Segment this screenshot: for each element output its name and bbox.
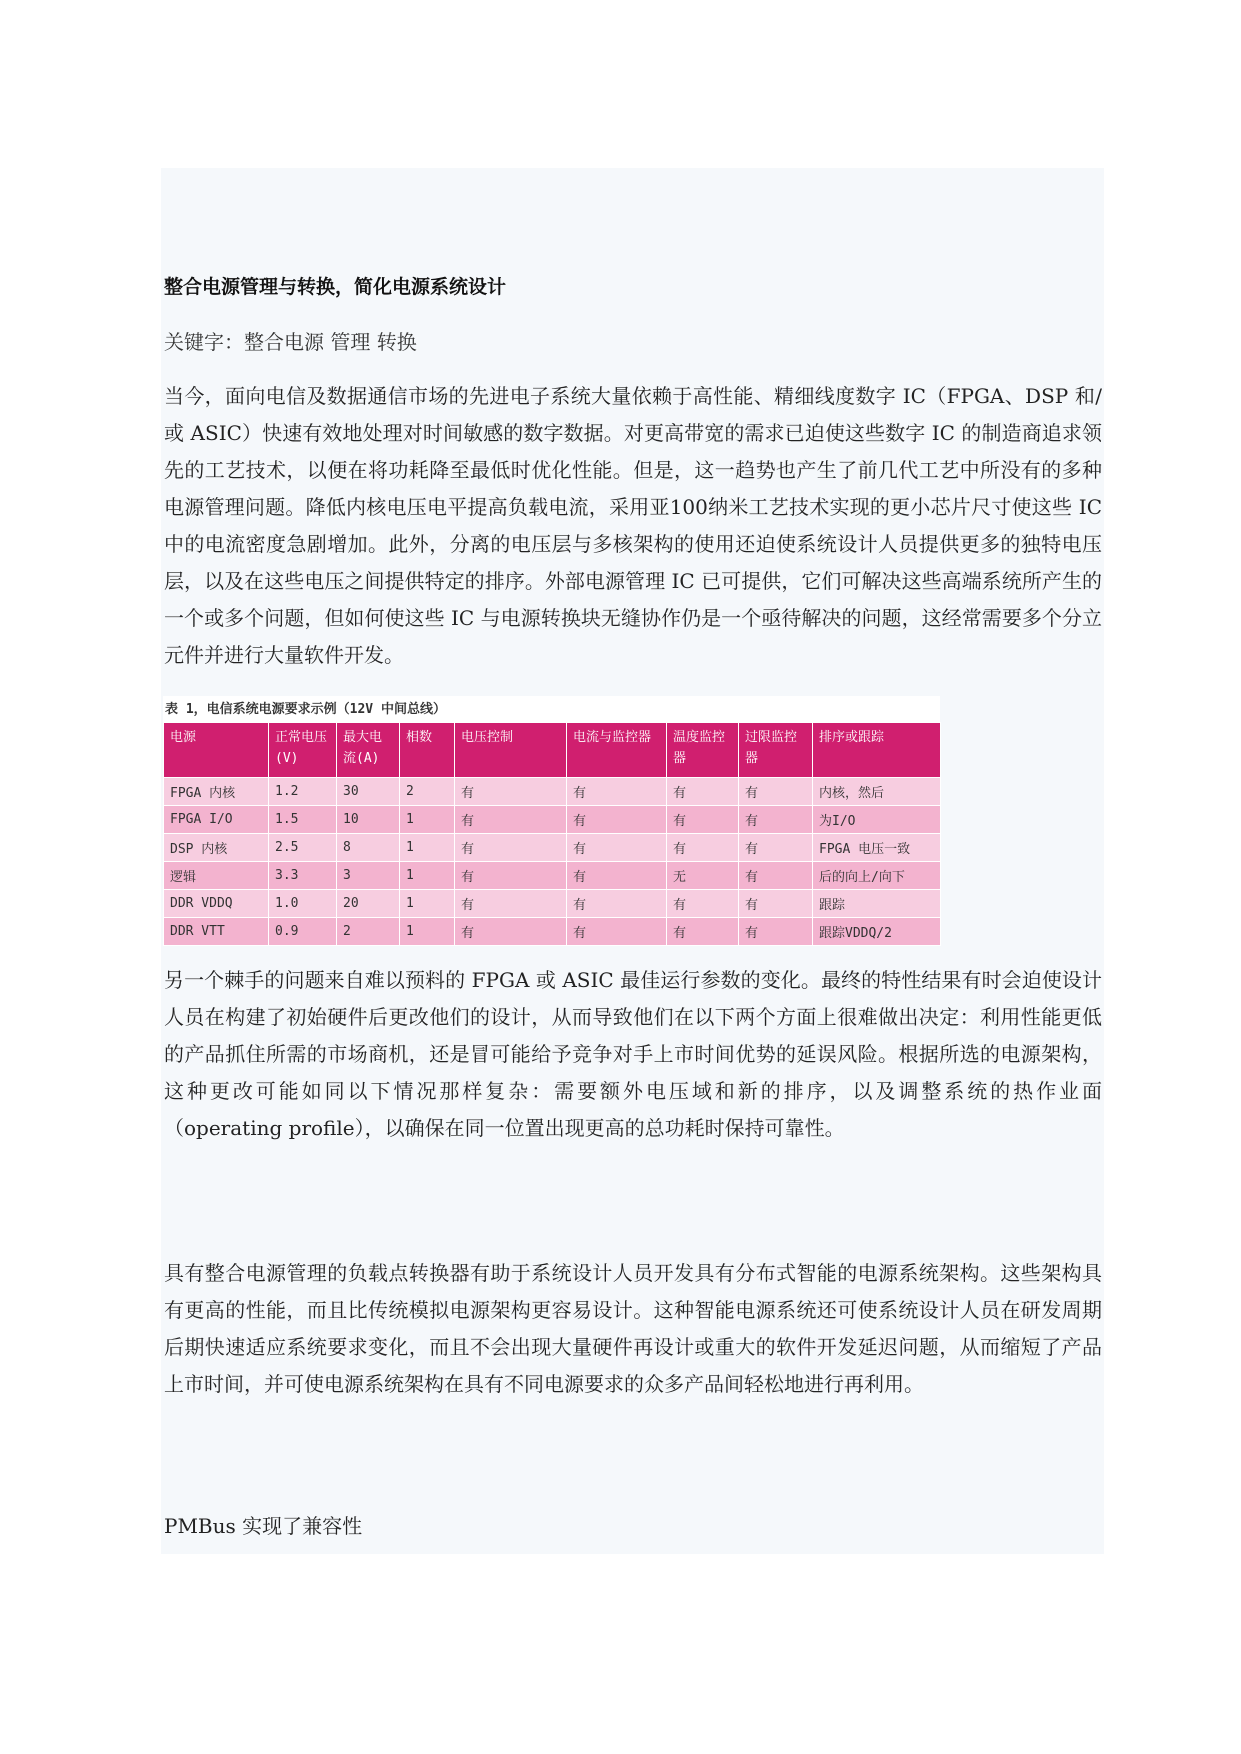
table-cell: 有 (455, 778, 567, 806)
table-cell: 30 (337, 778, 400, 806)
table-cell: 3.3 (269, 862, 337, 890)
table-cell: 有 (455, 834, 567, 862)
table-row (164, 862, 941, 890)
table-cell: 有 (739, 890, 813, 918)
table-cell: 有 (739, 918, 813, 946)
table-row (164, 778, 941, 806)
table-cell: 10 (337, 806, 400, 834)
table-cell: 1 (400, 806, 455, 834)
table-cell: 2 (337, 918, 400, 946)
header-cell: 电压控制 (455, 723, 567, 778)
table-cell: 1 (400, 890, 455, 918)
header-cell: 温度监控器 (667, 723, 739, 778)
header-cell: 电流与监控器 (567, 723, 667, 778)
table-cell: 1.2 (269, 778, 337, 806)
table-cell: 有 (567, 778, 667, 806)
header-cell: 电源 (164, 723, 269, 778)
table-cell: 2.5 (269, 834, 337, 862)
article-keywords: 关键字：整合电源 管理 转换 (164, 330, 417, 354)
table-cell: 有 (739, 834, 813, 862)
table-cell: FPGA 内核 (164, 778, 269, 806)
table-cell: 为I/O (813, 806, 941, 834)
table-cell: DDR VTT (164, 918, 269, 946)
paragraph-intro: 当今，面向电信及数据通信市场的先进电子系统大量依赖于高性能、精细线度数字 IC（FPGA、DSP 和/或 ASIC）快速有效地处理对时间敏感的数字数据。对更高带宽的需求已迫使这些数字 IC 的制造商追求领先的工艺技术，以便在将功耗降至最低时优化性能。但是，这一趋势也产生了前几代工艺中所没有的多种电源管理问题。降低内核电压电平提高负载电流，采用亚100纳米工艺技术实现的更小芯片尺寸使这些 IC 中的电流密度急剧增加。此外，分离的电压层与多核架构的使用还迫使系统设计人员提供更多的独特电压层，以及在这些电压之间提供特定的排序。外部电源管理 IC 已可提供，它们可解决这些高端系统所产生的一个或多个问题，但如何使这些 IC 与电源转换块无缝协作仍是一个亟待解决的问题，这经常需要多个分立元件并进行大量软件开发。 (164, 384, 1102, 667)
table-cell: 后的向上/向下 (813, 862, 941, 890)
article-title: 整合电源管理与转换，简化电源系统设计 (164, 276, 507, 298)
table-cell: 有 (667, 778, 739, 806)
table-row (164, 918, 941, 946)
table-cell: 20 (337, 890, 400, 918)
table-cell: 有 (567, 918, 667, 946)
table-cell: 0.9 (269, 918, 337, 946)
power-requirements-table-figure (163, 696, 940, 941)
table-caption: 表 1，电信系统电源要求示例（12V 中间总线） (165, 702, 446, 717)
table-cell: 有 (667, 806, 739, 834)
table-cell: DSP 内核 (164, 834, 269, 862)
table-cell: 有 (739, 806, 813, 834)
header-cell: 排序或跟踪 (813, 723, 941, 778)
table-cell: 逻辑 (164, 862, 269, 890)
table-cell: 跟踪 (813, 890, 941, 918)
paragraph-fpga-variation: 另一个棘手的问题来自难以预料的 FPGA 或 ASIC 最佳运行参数的变化。最终的特性结果有时会迫使设计人员在构建了初始硬件后更改他们的设计，从而导致他们在以下两个方面上很难做出决定：利用性能更低的产品抓住所需的市场商机，还是冒可能给予竞争对手上市时间优势的延误风险。根据所选的电源架构，这种更改可能如同以下情况那样复杂：需要额外电压域和新的排序，以及调整系统的热作业面（operating profile），以确保在同一位置出现更高的总功耗时保持可靠性。 (164, 968, 1102, 1140)
table-cell: 有 (667, 918, 739, 946)
table-cell: DDR VDDQ (164, 890, 269, 918)
table-cell: 有 (455, 862, 567, 890)
table-cell: 有 (739, 862, 813, 890)
table-cell: 2 (400, 778, 455, 806)
table-cell: 有 (667, 834, 739, 862)
table-cell: 有 (455, 918, 567, 946)
section-heading-pmbus: PMBus 实现了兼容性 (164, 1514, 363, 1538)
table-header-row (164, 723, 941, 778)
table-cell: FPGA I/O (164, 806, 269, 834)
table-cell: 3 (337, 862, 400, 890)
header-cell: 最大电流(A) (337, 723, 400, 778)
table-row (164, 834, 941, 862)
paragraph-pol-converter: 具有整合电源管理的负载点转换器有助于系统设计人员开发具有分布式智能的电源系统架构。这些架构具有更高的性能，而且比传统模拟电源架构更容易设计。这种智能电源系统还可使系统设计人员在研发周期后期快速适应系统要求变化，而且不会出现大量硬件再设计或重大的软件开发延迟问题，从而缩短了产品上市时间，并可使电源系统架构在具有不同电源要求的众多产品间轻松地进行再利用。 (164, 1261, 1102, 1396)
table-cell: 有 (567, 806, 667, 834)
header-cell: 相数 (400, 723, 455, 778)
table-cell: 1.5 (269, 806, 337, 834)
header-cell: 过限监控器 (739, 723, 813, 778)
table-cell: 有 (455, 890, 567, 918)
table-cell: FPGA 电压一致 (813, 834, 941, 862)
table-row (164, 890, 941, 918)
table-cell: 无 (667, 862, 739, 890)
table-cell: 8 (337, 834, 400, 862)
table-cell: 有 (567, 862, 667, 890)
table-cell: 内核，然后 (813, 778, 941, 806)
table-cell: 有 (667, 890, 739, 918)
table-cell: 1.0 (269, 890, 337, 918)
table-cell: 1 (400, 862, 455, 890)
table-cell: 跟踪VDDQ/2 (813, 918, 941, 946)
table-cell: 1 (400, 918, 455, 946)
table-cell: 有 (455, 806, 567, 834)
power-requirements-table (163, 722, 941, 946)
header-cell: 正常电压(V) (269, 723, 337, 778)
table-cell: 有 (567, 834, 667, 862)
table-cell: 有 (739, 778, 813, 806)
table-cell: 有 (567, 890, 667, 918)
table-row (164, 806, 941, 834)
table-cell: 1 (400, 834, 455, 862)
